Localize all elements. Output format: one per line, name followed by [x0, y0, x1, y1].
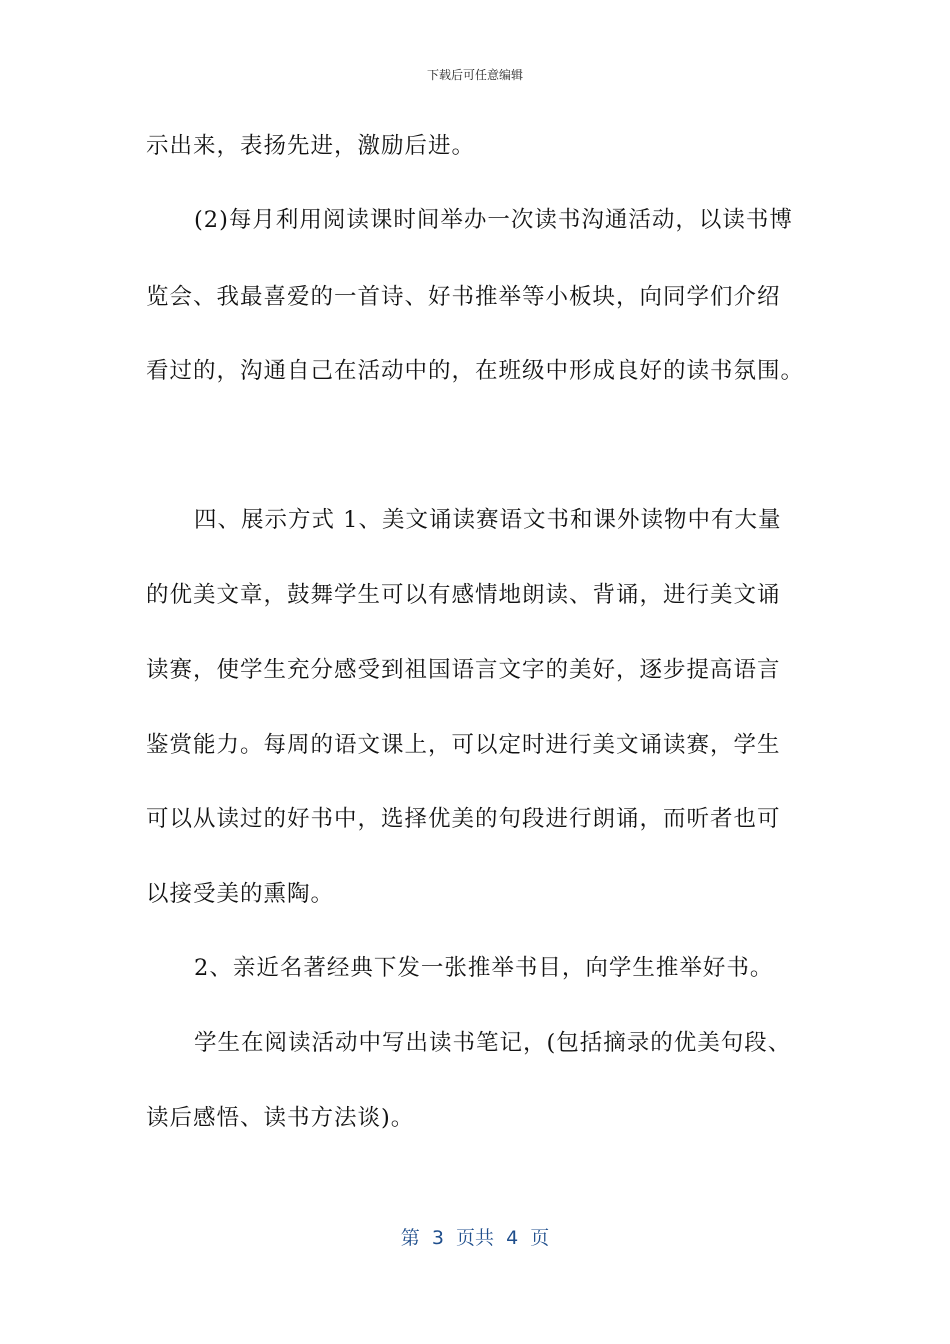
body-line: 的优美文章，鼓舞学生可以有感情地朗读、背诵，进行美文诵	[146, 582, 781, 608]
body-line: 览会、我最喜爱的一首诗、好书推举等小板块，向同学们介绍	[146, 284, 781, 310]
body-line: 示出来，表扬先进，激励后进。	[146, 133, 476, 159]
body-line: 2、亲近名著经典下发一张推举书目，向学生推举好书。	[194, 955, 774, 981]
body-line: 读后感悟、读书方法谈)。	[146, 1105, 415, 1131]
page-number-footer: 第 3 页共 4 页	[400, 1227, 550, 1249]
body-line: 看过的，沟通自己在活动中的，在班级中形成良好的读书氛围。	[146, 358, 805, 384]
body-line: 可以从读过的好书中，选择优美的句段进行朗诵，而听者也可	[146, 806, 781, 832]
body-line: 读赛，使学生充分感受到祖国语言文字的美好，逐步提高语言	[146, 657, 781, 683]
body-line: 学生在阅读活动中写出读书笔记，(包括摘录的优美句段、	[194, 1030, 792, 1056]
page-header: 下载后可任意编辑	[426, 68, 523, 82]
body-line: 鉴赏能力。每周的语文课上，可以定时进行美文诵读赛，学生	[146, 732, 781, 758]
body-line: 四、展示方式 1、美文诵读赛语文书和课外读物中有大量	[194, 507, 782, 533]
body-line: 以接受美的熏陶。	[146, 881, 335, 907]
body-line: (2)每月利用阅读课时间举办一次读书沟通活动，以读书博	[194, 207, 793, 233]
